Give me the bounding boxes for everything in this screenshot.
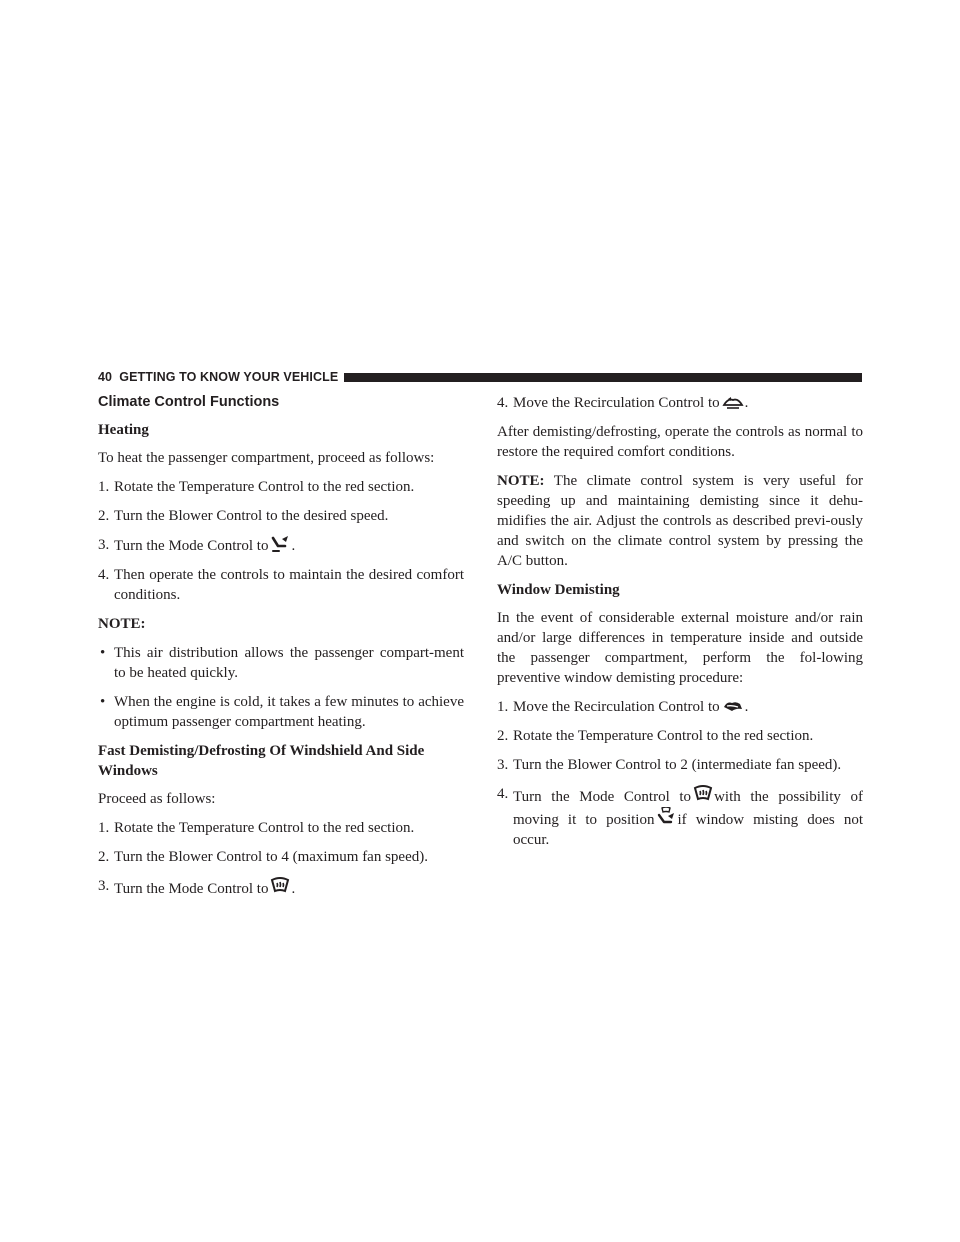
step-text [513,697,863,717]
step-text-before: Move the Recirculation Control to [513,699,720,715]
step-number: 4. [98,567,110,583]
window-demist-step-1 [497,697,863,717]
note-text: The climate control system is very useful for speeding up and maintaining demisting since it dehu-midifies the air. Adjust the controls as described previ-ously and switch on the climate control system by pressing the A/C button. [497,473,863,569]
step-text [114,535,464,556]
feet-mode-icon [270,535,290,553]
fast-demist-intro: Proceed as follows: [98,791,216,807]
step-number: 2. [98,508,110,524]
defrost-mode-icon [693,784,713,804]
step-text-before: Turn the Mode Control to [114,881,269,897]
step-text-middle: with the possibility of moving it to position [513,789,864,828]
note-bullet-1 [98,643,464,683]
step-text: Turn the Blower Control to 2 (intermediate fan speed). [513,757,842,773]
bullet-symbol: • [100,694,106,710]
window-demist-step-4 [497,784,863,850]
defrost-mode-icon [270,876,290,896]
header-title: GETTING TO KNOW YOUR VEHICLE [119,370,339,384]
step-text: Rotate the Temperature Control to the red section. [114,479,415,495]
step-text-after: if window misting does not occur. [513,812,863,848]
step-text-after: . [291,881,296,897]
window-demist-step-2 [497,726,863,746]
bullet-symbol: • [100,645,106,661]
step-text-after: . [744,699,749,715]
step-text-before: Turn the Mode Control to [513,789,692,805]
note-paragraph [497,471,863,571]
step-text-after: . [744,395,749,411]
note-label: NOTE: [497,473,545,489]
fast-demist-step-3 [98,876,464,899]
bullet-text: This air distribution allows the passenger compart-ment to be heated quickly. [114,645,464,681]
heating-title: Heating [98,422,149,438]
step-text [513,784,863,850]
step-text [114,876,464,899]
right-column [497,393,863,859]
feet-defrost-mode-icon [656,807,676,827]
step-text [513,393,863,413]
step-number: 3. [98,878,110,894]
step-text-before: Turn the Mode Control to [114,538,269,554]
note-label: NOTE: [98,616,146,632]
step-number: 2. [497,728,509,744]
step-text: Rotate the Temperature Control to the red section. [114,820,415,836]
header-text [98,367,338,387]
step-text: Then operate the controls to maintain the desired comfort conditions. [114,567,464,603]
heating-step-1 [98,477,464,497]
outside-air-icon [722,396,744,410]
step-text-after: . [291,538,296,554]
heating-step-2 [98,506,464,526]
step-number: 4. [497,395,509,411]
heating-intro: To heat the passenger compartment, proceed as follows: [98,450,435,466]
step-number: 3. [98,537,110,553]
fast-demist-title: Fast Demisting/Defrosting Of Windshield And Side Windows [98,743,425,779]
step-number: 1. [98,479,110,495]
running-header [98,369,862,385]
fast-demist-step-1 [98,818,464,838]
step-text: Turn the Blower Control to 4 (maximum fan speed). [114,849,428,865]
bullet-text: When the engine is cold, it takes a few minutes to achieve optimum passenger compartment heating. [114,694,464,730]
step-text: Rotate the Temperature Control to the red section. [513,728,814,744]
window-demist-title: Window Demisting [497,582,620,598]
step-number: 4. [497,786,509,802]
page-number: 40 [98,370,113,384]
window-demist-step-3 [497,755,863,775]
note-bullet-2 [98,692,464,732]
step-number: 3. [497,757,509,773]
header-rule [344,373,862,382]
window-demist-intro: In the event of considerable external moisture and/or rain and/or large differences in temperature inside and outside the passenger compartment, perform the fol-lowing preventive window demisting procedure: [497,610,863,686]
left-column [98,393,464,908]
step-number: 2. [98,849,110,865]
heating-step-4 [98,565,464,605]
fast-demist-step-4 [497,393,863,413]
recirculation-icon [722,700,744,714]
step-text: Turn the Blower Control to the desired speed. [114,508,389,524]
step-number: 1. [497,699,509,715]
step-number: 1. [98,820,110,836]
after-demisting-text: After demisting/defrosting, operate the controls as normal to restore the required comfort conditions. [497,424,863,460]
section-title: Climate Control Functions [98,394,280,410]
heating-step-3 [98,535,464,556]
fast-demist-step-2 [98,847,464,867]
step-text-before: Move the Recirculation Control to [513,395,720,411]
